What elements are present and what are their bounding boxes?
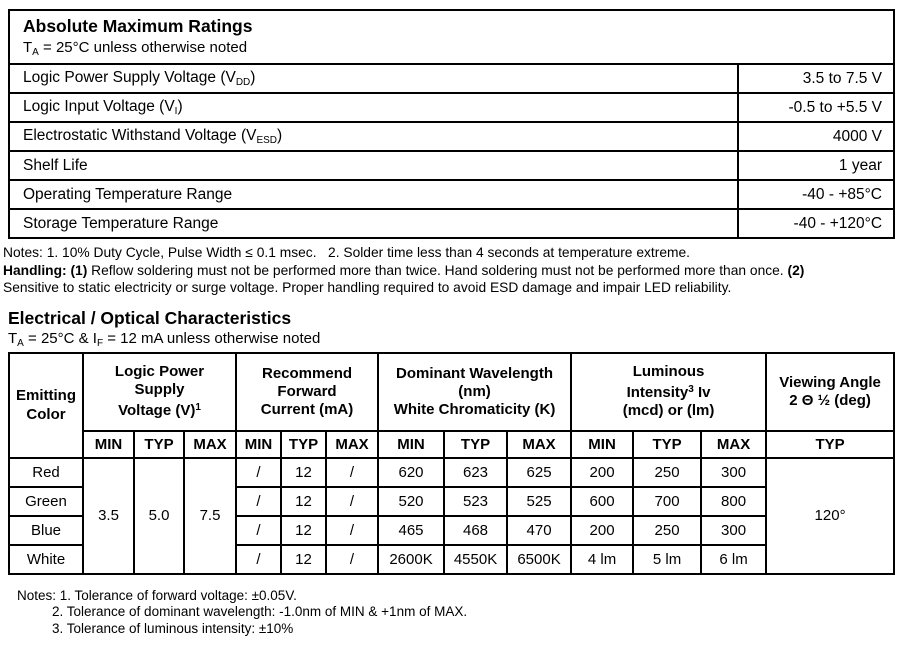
subheader-min: MIN	[378, 431, 444, 458]
dw-typ-cell: 623	[444, 458, 507, 487]
li-min-cell: 4 lm	[571, 545, 633, 574]
row-label: Operating Temperature Range	[9, 180, 738, 209]
abs-max-notes	[3, 244, 898, 297]
col-header-viewing-angle: Viewing Angle 2 Θ ½ (deg)	[766, 353, 894, 431]
handling-line: Sensitive to static electricity or surge voltage. Proper handling required to avoid ESD damage and impair LED reliability.	[3, 280, 732, 295]
section-title: Electrical / Optical Characteristics	[8, 307, 292, 328]
row-label: Storage Temperature Range	[9, 209, 738, 238]
fc-typ-cell: 12	[281, 487, 326, 516]
subheader-min: MIN	[571, 431, 633, 458]
electrical-optical-table	[8, 352, 895, 575]
header-group-row	[9, 353, 894, 431]
row-value: -40 - +120°C	[738, 209, 894, 238]
header-sub-row	[9, 431, 894, 458]
dw-max-cell: 6500K	[507, 545, 571, 574]
col-header-forward-current: Recommend Forward Current (mA)	[236, 353, 378, 431]
section-condition: $T_A = 25^\circ C$ & $I_F = 12$ mA unless otherwise noted	[8, 329, 321, 349]
li-max-cell: 800	[701, 487, 766, 516]
emitting-color-cell: Blue	[9, 516, 83, 545]
section-title: Absolute Maximum Ratings	[23, 16, 253, 36]
subheader-typ: TYP	[281, 431, 326, 458]
li-typ-cell: 250	[633, 458, 701, 487]
fc-typ-cell: 12	[281, 545, 326, 574]
li-typ-cell: 700	[633, 487, 701, 516]
li-max-cell: 300	[701, 458, 766, 487]
li-min-cell: 200	[571, 458, 633, 487]
lps-min-cell: 3.5	[83, 458, 134, 574]
lps-typ-cell: 5.0	[134, 458, 184, 574]
dw-min-cell: 2600K	[378, 545, 444, 574]
row-value: -40 - +85°C	[738, 180, 894, 209]
row-value: 3.5 to 7.5 V	[738, 64, 894, 93]
col-header-emitting-color: Emitting Color	[9, 353, 83, 458]
emitting-color-cell: Green	[9, 487, 83, 516]
li-max-cell: 6 lm	[701, 545, 766, 574]
subheader-min: MIN	[236, 431, 281, 458]
fc-max-cell: /	[326, 545, 378, 574]
subheader-max: MAX	[701, 431, 766, 458]
table-row-red	[9, 458, 894, 487]
dw-min-cell: 620	[378, 458, 444, 487]
table-row	[9, 122, 894, 151]
fc-min-cell: /	[236, 545, 281, 574]
li-max-cell: 300	[701, 516, 766, 545]
row-label: Logic Input Voltage $(V_I)$	[9, 93, 738, 122]
fc-max-cell: /	[326, 516, 378, 545]
notes-line: 2. Tolerance of dominant wavelength: -1.0nm of MIN & +1nm of MAX.	[52, 604, 468, 619]
viewing-angle-cell: 120°	[766, 458, 894, 574]
col-header-logic-power-supply: Logic Power Supply Voltage $(V)^1$	[83, 353, 236, 431]
electrical-notes	[8, 588, 893, 638]
row-label: Shelf Life	[9, 151, 738, 180]
fc-typ-cell: 12	[281, 516, 326, 545]
table-row	[9, 209, 894, 238]
subheader-max: MAX	[184, 431, 236, 458]
li-typ-cell: 250	[633, 516, 701, 545]
dw-typ-cell: 468	[444, 516, 507, 545]
lps-max-cell: 7.5	[184, 458, 236, 574]
li-min-cell: 600	[571, 487, 633, 516]
row-value: 1 year	[738, 151, 894, 180]
subheader-typ: TYP	[444, 431, 507, 458]
fc-min-cell: /	[236, 516, 281, 545]
dw-min-cell: 520	[378, 487, 444, 516]
table-title-row	[9, 10, 894, 64]
notes-line: Notes: 1. Tolerance of forward voltage: ±0.05V.	[17, 587, 297, 603]
dw-typ-cell: 4550K	[444, 545, 507, 574]
subheader-typ: TYP	[633, 431, 701, 458]
fc-min-cell: /	[236, 458, 281, 487]
dw-max-cell: 470	[507, 516, 571, 545]
notes-line: Notes: 1. 10% Duty Cycle, Pulse Width ≤ 0.1 msec. 2. Solder time less than 4 seconds at temperature extreme.	[3, 245, 690, 260]
dw-max-cell: 525	[507, 487, 571, 516]
table-row	[9, 180, 894, 209]
dw-max-cell: 625	[507, 458, 571, 487]
table-row	[9, 151, 894, 180]
section-condition: $T_A = 25^\circ C$ unless otherwise noted	[23, 39, 248, 58]
subheader-typ: TYP	[766, 431, 894, 458]
row-value: -0.5 to +5.5 V	[738, 93, 894, 122]
absolute-maximum-ratings-table	[8, 9, 895, 239]
fc-max-cell: /	[326, 458, 378, 487]
row-value: 4000 V	[738, 122, 894, 151]
emitting-color-cell: White	[9, 545, 83, 574]
col-header-dominant-wavelength: Dominant Wavelength (nm) White Chromaticity (K)	[378, 353, 571, 431]
subheader-min: MIN	[83, 431, 134, 458]
emitting-color-cell: Red	[9, 458, 83, 487]
li-min-cell: 200	[571, 516, 633, 545]
dw-typ-cell: 523	[444, 487, 507, 516]
table-row	[9, 64, 894, 93]
subheader-max: MAX	[326, 431, 378, 458]
notes-line: 3. Tolerance of luminous intensity: ±10%	[52, 620, 294, 636]
table-row	[9, 93, 894, 122]
handling-line: Handling: (1) Reflow soldering must not be performed more than twice. Hand soldering must not be performed more than once. (2)	[3, 262, 805, 278]
table-title-cell	[9, 10, 894, 64]
fc-min-cell: /	[236, 487, 281, 516]
subheader-max: MAX	[507, 431, 571, 458]
fc-typ-cell: 12	[281, 458, 326, 487]
subheader-typ: TYP	[134, 431, 184, 458]
fc-max-cell: /	[326, 487, 378, 516]
dw-min-cell: 465	[378, 516, 444, 545]
row-label: Logic Power Supply Voltage $(V_{DD})$	[9, 64, 738, 93]
row-label: Electrostatic Withstand Voltage $(V_{ESD})$	[9, 122, 738, 151]
li-typ-cell: 5 lm	[633, 545, 701, 574]
col-header-luminous-intensity: Luminous Intensity$^3$ Iv (mcd) or (lm)	[571, 353, 766, 431]
